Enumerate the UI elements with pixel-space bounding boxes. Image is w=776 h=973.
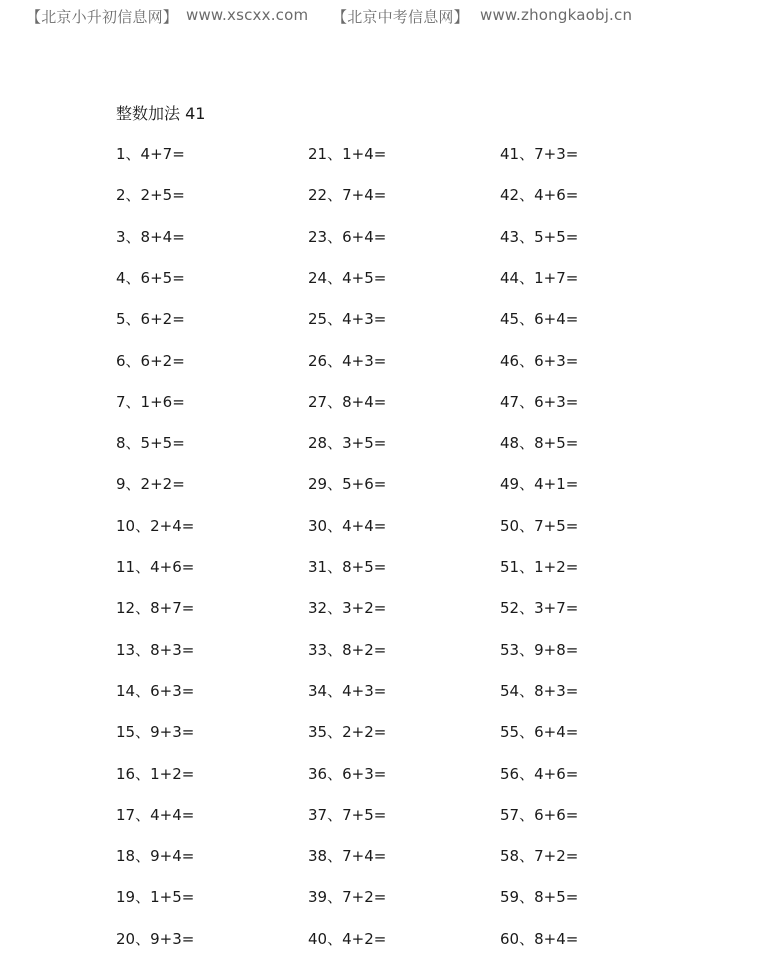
problem-item: 29、5+6=	[308, 475, 387, 494]
problem-item: 9、2+2=	[116, 475, 185, 494]
problem-item: 24、4+5=	[308, 268, 387, 287]
page-header	[26, 6, 633, 27]
problem-item: 14、6+3=	[116, 681, 195, 700]
problem-item: 31、8+5=	[308, 558, 387, 576]
problem-item: 55、6+4=	[500, 723, 579, 742]
problem-item: 11、4+6=	[116, 558, 195, 576]
problem-item: 53、9+8=	[500, 640, 579, 659]
problem-item: 48、8+5=	[500, 434, 579, 453]
header-label-xscxx: 【北京小升初信息网】	[26, 8, 179, 26]
problem-item: 50、7+5=	[500, 516, 579, 535]
problem-item: 40、4+2=	[308, 929, 387, 948]
problem-item: 13、8+3=	[116, 640, 195, 659]
header-site-xscxx: www.xscxx.com	[186, 6, 309, 24]
problem-item: 54、8+3=	[500, 681, 579, 700]
problem-item: 5、6+2=	[116, 310, 185, 329]
header-label-zhongkao: 【北京中考信息网】	[332, 8, 469, 26]
problem-item: 4、6+5=	[116, 268, 185, 287]
problem-item: 39、7+2=	[308, 888, 387, 907]
problem-item: 10、2+4=	[116, 516, 195, 535]
problem-item: 30、4+4=	[308, 516, 387, 535]
worksheet-title: 整数加法 41	[116, 104, 206, 123]
problem-item: 51、1+2=	[500, 558, 579, 576]
problem-item: 37、7+5=	[308, 805, 387, 824]
problem-grid	[116, 143, 716, 973]
problem-item: 8、5+5=	[116, 434, 185, 453]
problem-item: 45、6+4=	[500, 310, 579, 329]
problem-item: 28、3+5=	[308, 434, 387, 453]
problem-item: 49、4+1=	[500, 475, 579, 494]
problem-item: 60、8+4=	[500, 929, 579, 948]
problem-item: 17、4+4=	[116, 805, 195, 824]
problem-item: 20、9+3=	[116, 929, 195, 948]
problem-item: 6、6+2=	[116, 351, 185, 370]
problem-item: 18、9+4=	[116, 847, 195, 866]
problem-item: 35、2+2=	[308, 723, 387, 742]
problem-item: 36、6+3=	[308, 764, 387, 783]
problem-item: 38、7+4=	[308, 847, 387, 866]
problem-item: 1、4+7=	[116, 145, 185, 163]
problem-item: 32、3+2=	[308, 599, 387, 618]
problem-item: 19、1+5=	[116, 888, 195, 907]
problem-item: 25、4+3=	[308, 310, 387, 329]
problem-item: 57、6+6=	[500, 805, 579, 824]
problem-item: 22、7+4=	[308, 186, 387, 205]
problem-item: 3、8+4=	[116, 227, 185, 246]
problem-item: 16、1+2=	[116, 764, 195, 783]
problem-item: 34、4+3=	[308, 681, 387, 700]
problem-item: 7、1+6=	[116, 392, 185, 411]
problem-item: 59、8+5=	[500, 888, 579, 907]
problem-item: 41、7+3=	[500, 145, 579, 163]
problem-item: 33、8+2=	[308, 640, 387, 659]
problem-item: 47、6+3=	[500, 392, 579, 411]
problem-item: 52、3+7=	[500, 599, 579, 618]
problem-item: 2、2+5=	[116, 186, 185, 205]
header-site-zhongkao: www.zhongkaobj.cn	[480, 6, 633, 24]
problem-item: 42、4+6=	[500, 186, 579, 205]
problem-item: 15、9+3=	[116, 723, 195, 742]
problem-item: 56、4+6=	[500, 764, 579, 783]
problem-item: 12、8+7=	[116, 599, 195, 618]
problem-item: 46、6+3=	[500, 351, 579, 370]
problem-item: 44、1+7=	[500, 268, 579, 287]
problem-item: 21、1+4=	[308, 145, 387, 163]
problem-item: 26、4+3=	[308, 351, 387, 370]
problem-item: 27、8+4=	[308, 392, 387, 411]
problem-item: 23、6+4=	[308, 227, 387, 246]
problem-item: 58、7+2=	[500, 847, 579, 866]
problem-item: 43、5+5=	[500, 227, 579, 246]
